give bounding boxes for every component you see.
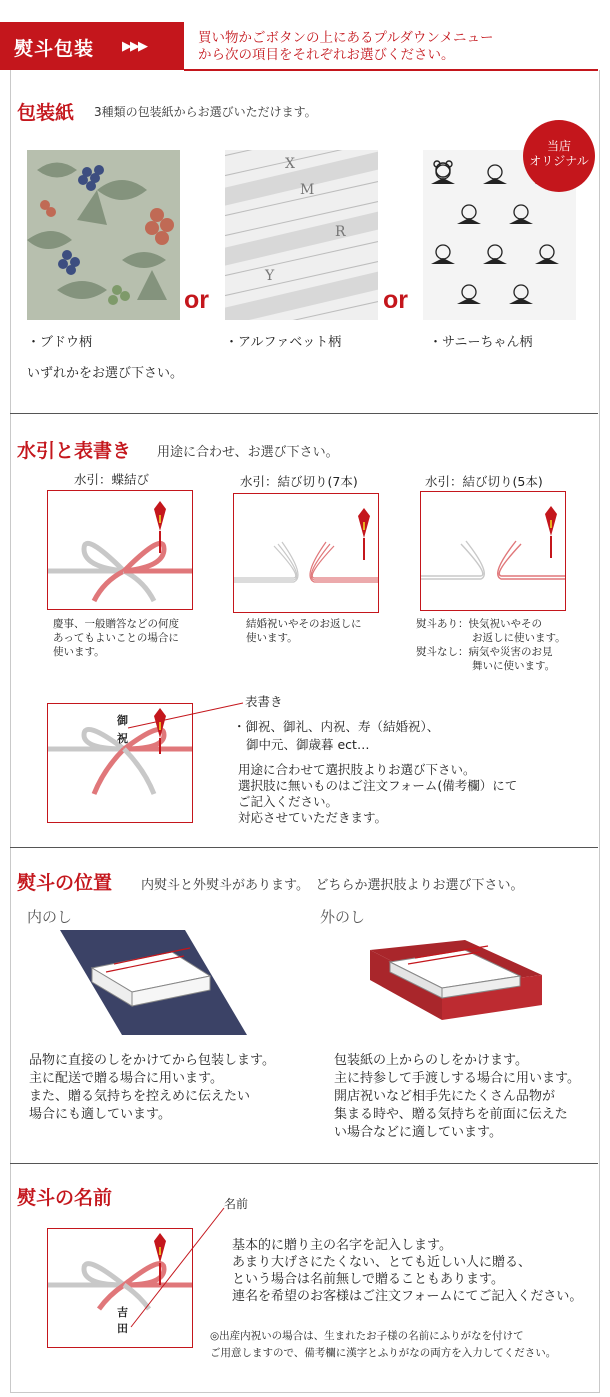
name-note-1: ◎出産内祝いの場合は、生まれたお子様の名前にふりがなを付けて [210,1330,524,1342]
section-divider-1 [10,413,598,414]
mizuhiki-label-chou: 水引：蝶結び [74,472,150,487]
or-label-2: or [383,286,408,314]
svg-text:Y: Y [265,268,275,284]
soto-desc-2: 主に持参して手渡しする場合に用います。 [334,1071,580,1086]
name-desc [232,1237,582,1305]
name-callout-label: 名前 [224,1197,249,1211]
wrapping-title: 包装紙 [17,102,75,124]
svg-text:R: R [335,224,346,240]
uchi-desc [29,1052,275,1124]
desc-5-4: 舞いに使います。 [472,660,556,672]
bow-mizuhiki-icon [48,491,192,609]
original-badge [523,120,595,192]
position-subtitle: 内熨斗と外熨斗があります。 どちらか選択肢よりお選び下さい。 [141,878,524,893]
desc-bow-3: 使います。 [53,646,105,658]
uchi-desc-4: 場合にも適しています。 [29,1107,171,1122]
name-desc-3: という場合は名前無しで贈ることもあります。 [232,1272,504,1287]
omote-list-2: 御中元、御歳暮 ect… [246,737,370,752]
section-divider-2 [10,847,598,848]
desc-5-2: お返しに使います。 [472,632,566,644]
desc-7 [246,617,362,645]
option-label-grape: ・ブドウ柄 [27,335,93,350]
omote-note-3: ご記入ください。 [238,794,339,809]
soto-desc-5: い場合などに適しています。 [334,1125,502,1140]
name-title: 熨斗の名前 [17,1187,113,1209]
omote-callout-line [125,700,245,730]
knot7-mizuhiki-icon [234,494,378,612]
mizuhiki-card-5[interactable] [420,491,566,611]
omote-label: 表書き [245,694,283,709]
desc-bow [53,617,179,659]
wrapping-note: いずれかをお選び下さい。 [27,366,184,381]
omote-list-1: ・御祝、御礼、内祝、寿（結婚祝）、 [233,719,440,734]
omote-note-4: 対応させていただきます。 [238,810,388,825]
soto-label: 外のし [320,908,366,926]
badge-line1: 当店 [546,139,571,153]
uchi-noshi-illustration[interactable] [60,930,250,1035]
header-title: 熨斗包装 [14,38,95,60]
header-arrow-icon: ▶▶▶ [122,39,146,54]
name-sample-text [117,1305,128,1337]
mizuhiki-subtitle: 用途に合わせ、お選び下さい。 [157,445,339,460]
uchi-desc-1: 品物に直接のしをかけてから包装します。 [29,1053,275,1068]
alphabet-pattern-image[interactable] [225,150,378,320]
badge-line2: オリジナル [529,154,589,168]
desc-7-2: 使います。 [246,632,298,644]
omote-note [238,762,517,826]
header-instruction-line2: から次の項目をそれぞれお選びください。 [198,47,455,63]
name-note [210,1328,556,1362]
desc-5-1: 熨斗あり：快気祝いやその [416,618,542,630]
soto-desc [334,1052,580,1142]
header-instruction [198,30,588,64]
uchi-desc-3: また、贈る気持ちを控えめに伝えたい [29,1089,251,1104]
name-desc-4: 連名を希望のお客様はご注文フォームにてご記入ください。 [232,1289,583,1304]
option-label-sunny: ・サニーちゃん柄 [429,335,533,350]
alphabet-pattern-icon [225,150,378,320]
option-label-alphabet: ・アルファベット柄 [225,335,342,350]
name-sample-char2: 田 [117,1322,128,1335]
grape-pattern-image[interactable] [27,150,180,320]
name-desc-1: 基本的に贈り主の名字を記入します。 [232,1238,452,1253]
uchi-label: 内のし [27,908,73,926]
mizuhiki-card-bow[interactable] [47,490,193,610]
knot5-mizuhiki-icon [421,492,565,610]
mizuhiki-label-5: 水引：結び切り(5本) [425,474,543,489]
soto-desc-3: 開店祝いなど相手先にたくさん品物が [334,1089,556,1104]
omote-note-1: 用途に合わせて選択肢よりお選び下さい。 [238,762,476,777]
desc-5-3: 熨斗なし：病気や災害のお見 [416,646,553,658]
name-desc-2: あまり大げさにたくない、とても近しい人に贈る、 [232,1255,532,1270]
section-divider-3 [10,1163,598,1164]
mizuhiki-label-7: 水引：結び切り(7本) [240,474,358,489]
soto-desc-1: 包装紙の上からのしをかけます。 [334,1053,528,1068]
desc-5 [416,617,566,673]
soto-desc-4: 集まる時や、贈る気持ちを前面に伝えた [334,1107,568,1122]
omote-note-2: 選択肢に無いものはご注文フォーム(備考欄）にて [238,778,518,793]
position-title: 熨斗の位置 [17,872,113,894]
header-instruction-line1: 買い物かごボタンの上にあるプルダウンメニュー [198,30,494,46]
soto-noshi-illustration[interactable] [370,940,542,1025]
desc-bow-2: あってもよいことの場合に [53,632,179,644]
mizuhiki-card-7[interactable] [233,493,379,613]
uchi-desc-2: 主に配送で贈る場合に用います。 [29,1071,223,1086]
svg-text:M: M [300,182,315,198]
wrapping-subtitle: 3種類の包装紙からお選びいただけます。 [94,105,317,119]
grape-pattern-icon [27,150,180,320]
omote-sample-char1: 御 [117,714,128,727]
name-note-2: ご用意しますので、備考欄に漢字とふりがなの両方を入力してください。 [210,1347,557,1359]
omote-sample-char2: 祝 [117,732,128,745]
desc-bow-1: 慶事、一般贈答などの何度 [53,618,179,630]
name-sample-char1: 吉 [117,1306,128,1319]
svg-text:X: X [285,156,295,172]
desc-7-1: 結婚祝いやそのお返しに [246,618,362,630]
mizuhiki-title: 水引と表書き [17,440,132,462]
name-callout-line [128,1205,228,1330]
or-label-1: or [184,286,209,314]
